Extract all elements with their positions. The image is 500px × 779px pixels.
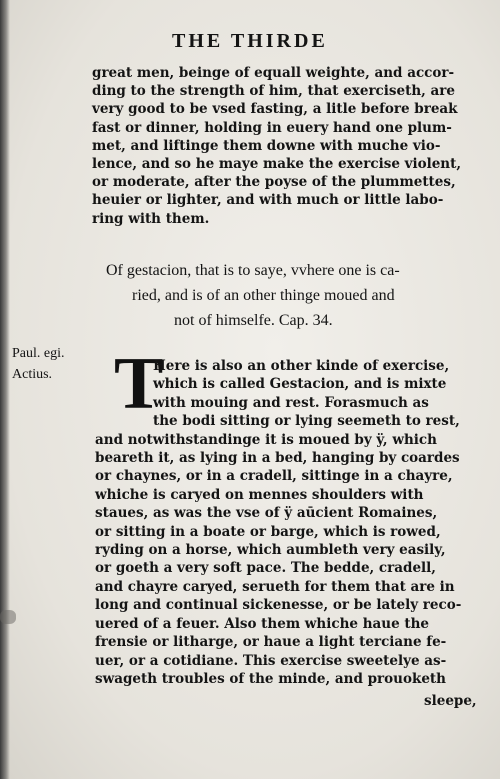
text-line: beareth it, as lying in a bed, hanging by coardes bbox=[95, 450, 460, 467]
ink-smudge bbox=[0, 610, 16, 624]
drop-cap: T bbox=[114, 343, 164, 425]
text-line: the bodi sitting or lying seemeth to rest, bbox=[153, 413, 460, 430]
text-line: great men, beinge of equall weighte, and accor- bbox=[92, 65, 455, 81]
marginal-note-line: Actius. bbox=[12, 367, 53, 382]
text-line: or chaynes, or in a cradell, sittinge in a chayre, bbox=[95, 468, 453, 485]
text-line: Here is also an other kinde of exercise, bbox=[153, 358, 450, 374]
heading-line: not of himselfe. Cap. 34. bbox=[174, 312, 333, 329]
heading-line: ried, and is of an other thinge moued and bbox=[132, 287, 395, 304]
text-line: or sitting in a boate or barge, which is rowed, bbox=[95, 523, 441, 540]
text-line: frensie or litharge, or haue a light terciane fe- bbox=[95, 634, 447, 651]
text-line: ryding on a horse, which aumbleth very easily, bbox=[95, 542, 446, 559]
marginal-note bbox=[12, 343, 65, 385]
marginal-note-line: Paul. egi. bbox=[12, 346, 65, 361]
text-line: lence, and so he maye make the exercise violent, bbox=[92, 156, 462, 173]
chapter-heading bbox=[100, 258, 470, 333]
text-line: long and continual sickenesse, or be lately reco- bbox=[95, 597, 462, 614]
text-line: whiche is caryed on mennes shoulders with bbox=[95, 486, 424, 503]
running-head: THE THIRDE bbox=[172, 30, 328, 52]
text-line: uer, or a cotidiane. This exercise sweetelye as- bbox=[95, 652, 447, 669]
text-line: uered of a feuer. Also them whiche haue the bbox=[95, 615, 430, 632]
text-line: with mouing and rest. Forasmuch as bbox=[153, 394, 429, 411]
text-line: swageth troubles of the minde, and prouoketh bbox=[95, 670, 446, 687]
text-line: and chayre caryed, serueth for them that are in bbox=[95, 578, 455, 595]
text-line: ding to the strength of him, that exerciseth, are bbox=[92, 83, 455, 100]
text-line: heuier or lighter, and with much or little labo- bbox=[92, 192, 444, 209]
text-line: or goeth a very soft pace. The bedde, cradell, bbox=[95, 560, 436, 577]
text-line: staues, as was the vse of ÿ aūcient Romaines, bbox=[95, 505, 438, 522]
page-gutter-edge bbox=[0, 0, 10, 779]
text-line: which is called Gestacion, and is mixte bbox=[153, 376, 447, 393]
heading-line: Of gestacion, that is to saye, vvhere one is ca- bbox=[106, 262, 400, 279]
text-line: fast or dinner, holding in euery hand one plum- bbox=[92, 119, 452, 136]
text-line: ring with them. bbox=[92, 210, 210, 227]
text-line: very good to be vsed fasting, a litle before break bbox=[92, 101, 458, 118]
text-line: and notwithstandinge it is moued by ÿ, which bbox=[95, 431, 437, 448]
paragraph-2 bbox=[95, 357, 485, 688]
text-line: or moderate, after the poyse of the plummettes, bbox=[92, 174, 456, 191]
text-line: met, and liftinge them downe with muche vio- bbox=[92, 137, 441, 154]
catchword: sleepe, bbox=[424, 693, 477, 709]
paragraph-1 bbox=[92, 64, 484, 228]
